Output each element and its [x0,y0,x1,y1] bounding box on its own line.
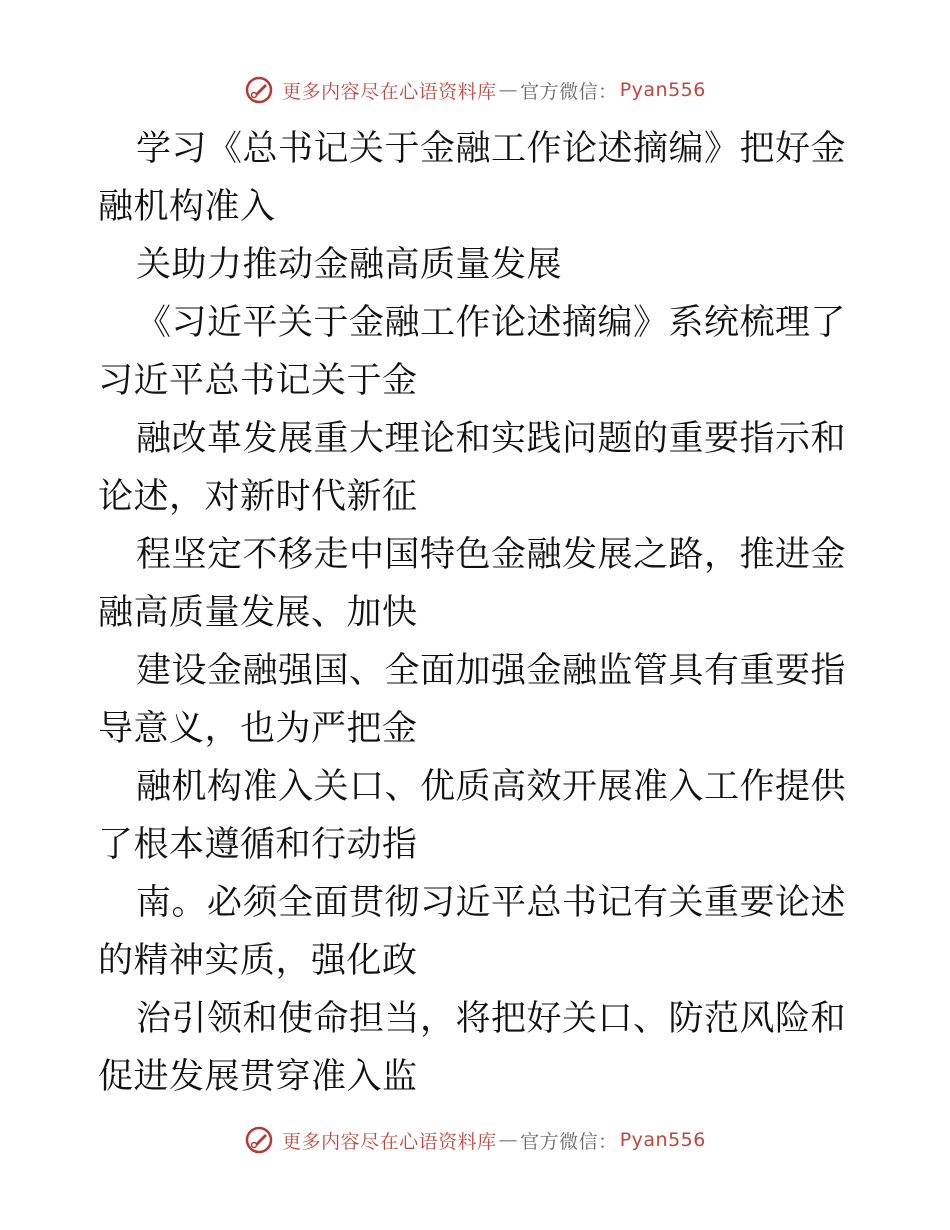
quill-logo-icon [244,75,274,105]
watermark-separator: — [498,1129,519,1151]
quill-logo-icon [244,1125,274,1155]
footer-watermark [0,1120,950,1160]
document-body [98,120,858,1106]
watermark-label: 官方微信： [520,1130,618,1153]
paragraph-7: 融机构准入关口、优质高效开展准入工作提供了根本遵循和行动指 [98,767,847,865]
header-watermark [0,70,950,110]
paragraph-2: 关助力推动金融高质量发展 [136,245,563,285]
paragraph-3: 《习近平关于金融工作论述摘编》系统梳理了习近平总书记关于金 [98,303,847,401]
watermark-wechat-id: Pyan556 [619,1129,706,1151]
paragraph-8: 南。必须全面贯彻习近平总书记有关重要论述的精神实质，强化政 [98,883,847,981]
paragraph-4: 融改革发展重大理论和实践问题的重要指示和论述，对新时代新征 [98,419,847,517]
paragraph-6: 建设金融强国、全面加强金融监管具有重要指导意义，也为严把金 [98,651,847,749]
paragraph-9: 治引领和使命担当，将把好关口、防范风险和促进发展贯穿准入监 [98,999,847,1097]
watermark-site: 更多内容尽在心语资料库 [282,1130,497,1153]
watermark-separator: — [498,79,519,101]
paragraph-1: 学习《总书记关于金融工作论述摘编》把好金融机构准入 [98,129,847,227]
paragraph-5: 程坚定不移走中国特色金融发展之路，推进金融高质量发展、加快 [98,535,847,633]
watermark-wechat-id: Pyan556 [619,79,706,101]
watermark-label: 官方微信： [520,80,618,103]
watermark-site: 更多内容尽在心语资料库 [282,80,497,103]
